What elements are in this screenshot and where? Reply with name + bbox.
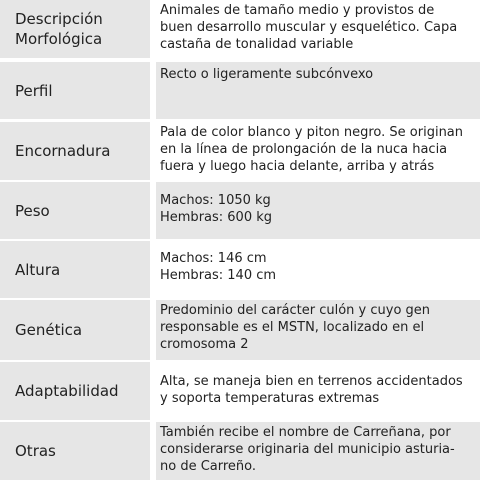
row-label [0, 241, 150, 298]
row-label [0, 422, 150, 480]
row-value-line: castaña de tonalidad variable [160, 37, 354, 52]
table-row-genetica [0, 300, 480, 360]
row-value-line: También recibe el nombre de Carreñana, por [160, 425, 451, 440]
row-value-line: Machos: 1050 kg [160, 193, 271, 208]
row-value-line: Animales de tamaño medio y provistos de [160, 3, 435, 18]
row-label-line: Perfil [15, 81, 53, 100]
row-value [156, 422, 480, 480]
row-value-line: Hembras: 140 cm [160, 268, 277, 283]
row-value [156, 241, 480, 298]
row-label-line: Altura [15, 260, 61, 279]
row-label [0, 0, 150, 58]
row-value-line: no de Carreño. [160, 459, 257, 474]
row-label-line: Adaptabilidad [15, 382, 119, 400]
row-label [0, 362, 150, 420]
row-label [0, 300, 150, 360]
table-row-perfil [0, 62, 480, 119]
row-value [156, 122, 480, 180]
row-value [156, 362, 480, 420]
row-value-line: fuera y luego hacia delante, arriba y atrás [160, 159, 435, 174]
row-value [156, 300, 480, 360]
row-value [156, 0, 480, 58]
row-label-line: Otras [15, 442, 56, 460]
table-row-descripcion [0, 0, 480, 58]
table-row-adaptabilidad [0, 362, 480, 420]
row-value-line: Predominio del carácter culón y cuyo gen [160, 303, 431, 318]
table-row-peso [0, 182, 480, 239]
row-value-line: Hembras: 600 kg [160, 210, 273, 225]
row-value [156, 182, 480, 239]
row-label [0, 62, 150, 119]
row-label [0, 122, 150, 180]
row-value-line: buen desarrollo muscular y esquelético. Capa [160, 20, 458, 35]
row-value [156, 62, 480, 119]
row-value-line: Recto o ligeramente subcónvexo [160, 67, 374, 82]
table-row-otras [0, 422, 480, 480]
row-value-line: Alta, se maneja bien en terrenos accidentados [160, 374, 463, 389]
table-row-encornadura [0, 122, 480, 180]
row-value-line: en la línea de prolongación de la nuca hacia [160, 142, 448, 157]
row-value-line: responsable es el MSTN, localizado en el [160, 320, 425, 335]
row-label-line: Descripción [15, 10, 103, 28]
table-row-altura [0, 241, 480, 298]
row-label-line: Peso [15, 201, 50, 220]
row-value-line: cromosoma 2 [160, 337, 249, 352]
row-value-line: Pala de color blanco y piton negro. Se originan [160, 125, 464, 140]
row-label-line: Morfológica [15, 30, 103, 48]
row-value-line: Machos: 146 cm [160, 251, 267, 266]
row-label-line: Genética [15, 321, 83, 339]
row-label [0, 182, 150, 239]
row-value-line: y soporta temperaturas extremas [160, 391, 380, 406]
row-value-line: considerarse originaria del municipio asturia- [160, 442, 455, 457]
row-label-line: Encornadura [15, 142, 111, 160]
